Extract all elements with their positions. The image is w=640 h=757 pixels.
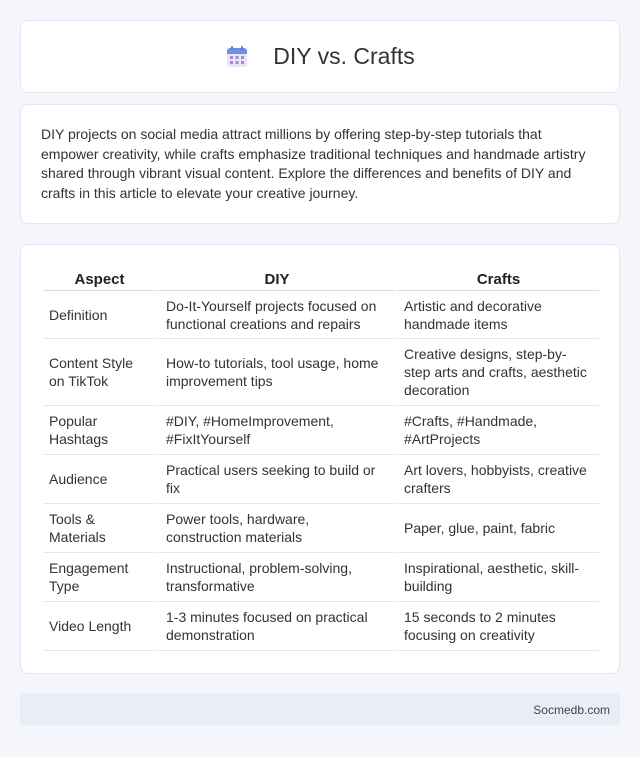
comparison-table-card bbox=[20, 244, 620, 674]
column-header-crafts: Crafts bbox=[394, 265, 599, 291]
crafts-cell: Inspirational, aesthetic, skill-building bbox=[394, 553, 599, 602]
calendar-icon bbox=[225, 45, 249, 69]
aspect-cell: Engagement Type bbox=[43, 553, 156, 602]
diy-cell: Practical users seeking to build or fix bbox=[156, 455, 394, 504]
crafts-cell: #Crafts, #Handmade, #ArtProjects bbox=[394, 406, 599, 455]
intro-text: DIY projects on social media attract millions by offering step-by-step tutorials that empower creativity, while crafts emphasize traditional techniques and handmade artistry shared through vibrant visual content. Explore the differences and benefits of DIY and crafts in this article to elevate your creative journey. bbox=[41, 126, 586, 201]
table-row bbox=[43, 406, 599, 455]
footer-site-link[interactable]: Socmedb.com bbox=[533, 702, 610, 717]
column-header-aspect: Aspect bbox=[43, 265, 156, 291]
table-row bbox=[43, 291, 599, 339]
page-title: DIY vs. Crafts bbox=[273, 43, 415, 69]
diy-cell: Do-It-Yourself projects focused on functional creations and repairs bbox=[156, 291, 394, 339]
diy-cell: How-to tutorials, tool usage, home improvement tips bbox=[156, 339, 394, 406]
table-row bbox=[43, 553, 599, 602]
table-header-row bbox=[43, 265, 599, 291]
aspect-cell: Content Style on TikTok bbox=[43, 339, 156, 406]
crafts-cell: Paper, glue, paint, fabric bbox=[394, 504, 599, 553]
table-row bbox=[43, 504, 599, 553]
aspect-cell: Video Length bbox=[43, 602, 156, 651]
footer bbox=[20, 693, 620, 726]
aspect-cell: Popular Hashtags bbox=[43, 406, 156, 455]
aspect-cell: Audience bbox=[43, 455, 156, 504]
crafts-cell: Creative designs, step-by-step arts and crafts, aesthetic decoration bbox=[394, 339, 599, 406]
diy-cell: 1-3 minutes focused on practical demonstration bbox=[156, 602, 394, 651]
comparison-table bbox=[43, 265, 599, 651]
table-row bbox=[43, 602, 599, 651]
crafts-cell: 15 seconds to 2 minutes focusing on creativity bbox=[394, 602, 599, 651]
table-row bbox=[43, 339, 599, 406]
crafts-cell: Art lovers, hobbyists, creative crafters bbox=[394, 455, 599, 504]
table-row bbox=[43, 455, 599, 504]
column-header-diy: DIY bbox=[156, 265, 394, 291]
diy-cell: Power tools, hardware, construction materials bbox=[156, 504, 394, 553]
diy-cell: Instructional, problem-solving, transformative bbox=[156, 553, 394, 602]
title-card bbox=[20, 20, 620, 93]
crafts-cell: Artistic and decorative handmade items bbox=[394, 291, 599, 339]
aspect-cell: Definition bbox=[43, 291, 156, 339]
diy-cell: #DIY, #HomeImprovement, #FixItYourself bbox=[156, 406, 394, 455]
intro-card bbox=[20, 104, 620, 224]
aspect-cell: Tools & Materials bbox=[43, 504, 156, 553]
